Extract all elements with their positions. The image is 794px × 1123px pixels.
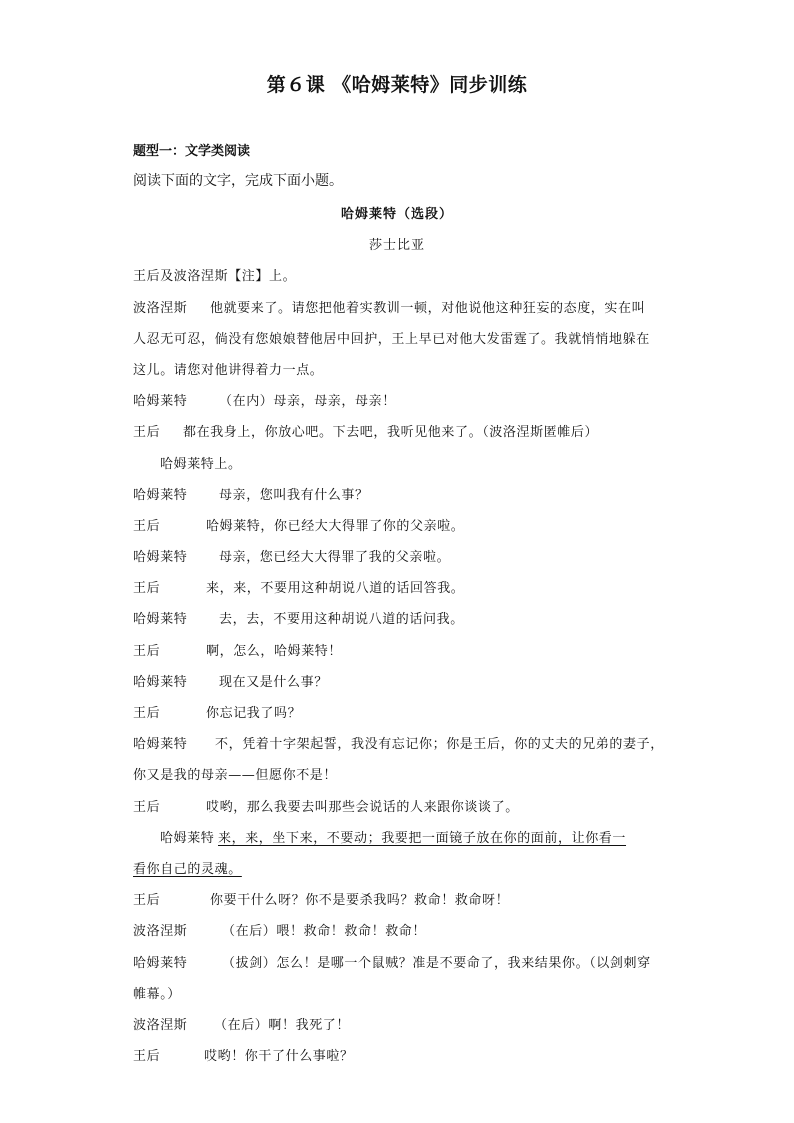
speaker-name: 王后 [133, 706, 161, 721]
dialogue-line [133, 764, 673, 783]
stage-direction [160, 453, 700, 472]
speech-text: 不，凭着十字架起誓，我没有忘记你；你是王后，你的丈夫的兄弟的妻子， [215, 737, 664, 752]
speaker-name: 王后 [133, 644, 161, 659]
dialogue-line [133, 889, 673, 908]
page-title: 第６课 《哈姆莱特》同步训练 [266, 74, 528, 96]
dialogue-line [133, 1045, 673, 1064]
dialogue-line [133, 858, 673, 877]
speaker-name: 波洛涅斯 [133, 1018, 188, 1033]
speech-text: 都在我身上，你放心吧。下去吧，我听见他来了。（波洛涅斯匿帷后） [183, 425, 599, 440]
speaker-name: 王后 [133, 425, 161, 440]
speaker-name: 波洛涅斯 [133, 924, 188, 939]
dialogue-line [133, 920, 673, 939]
dialogue-line [133, 328, 673, 347]
dialogue-line [133, 297, 673, 316]
speaker-name: 哈姆莱特 [133, 675, 188, 690]
instruction-text: 阅读下面的文字，完成下面小题。 [133, 173, 343, 189]
speech-text: （在后）喂！救命！救命！救命！ [222, 924, 427, 939]
speech-text: 这儿。请您对他讲得着力一点。 [133, 363, 324, 378]
speech-text: 哈姆莱特，你已经大大得罪了你的父亲啦。 [206, 519, 465, 534]
underlined-speech-text: 来，来，坐下来，不要动；我要把一面镜子放在你的面前，让你看一 [218, 831, 627, 846]
speech-text: 帷幕。） [133, 987, 181, 1002]
dialogue-line [133, 702, 673, 721]
underlined-speech-text: 看你自己的灵魂。 [133, 862, 242, 877]
dialogue-line [133, 952, 673, 971]
speaker-name: 哈姆莱特 [160, 831, 215, 846]
speech-text: 你又是我的母亲——但愿你不是！ [133, 768, 338, 783]
speech-text: 母亲，您叫我有什么事？ [219, 488, 369, 503]
dialogue-line [133, 796, 673, 815]
section-heading: 题型一：文学类阅读 [133, 144, 251, 159]
stage-direction: 王后及波洛涅斯【注】上。 [133, 269, 297, 284]
speech-text: 人忍无可忍，倘没有您娘娘替他居中回护，王上早已对他大发雷霆了。我就悄悄地躲在 [133, 332, 650, 347]
dialogue-line [160, 827, 675, 846]
dialogue-line [133, 577, 673, 596]
dialogue-line [133, 671, 673, 690]
speaker-name: 王后 [133, 800, 161, 815]
dialogue-line [133, 983, 673, 1002]
dialogue-line [133, 515, 673, 534]
speaker-name: 王后 [133, 893, 161, 908]
speech-text: 哎哟！你干了什么事啦？ [204, 1049, 354, 1064]
speech-text: 啊，怎么，哈姆莱特！ [206, 644, 343, 659]
dialogue-line [133, 421, 673, 440]
speech-text: 你要干什么呀？你不是要杀我吗？救命！救命呀！ [210, 893, 510, 908]
speaker-name: 哈姆莱特 [133, 612, 188, 627]
dialogue-line [133, 546, 673, 565]
speaker-name: 哈姆莱特 [133, 550, 188, 565]
speaker-name: 波洛涅斯 [133, 301, 188, 316]
dialogue-line [133, 390, 673, 409]
speech-text: 去，去，不要用这种胡说八道的话问我。 [219, 612, 464, 627]
speech-text: （在内）母亲，母亲，母亲！ [219, 394, 396, 409]
speaker-name: 哈姆莱特 [133, 394, 188, 409]
speech-text: 哈姆莱特上。 [160, 457, 242, 472]
dialogue-line [133, 359, 673, 378]
dialogue-line [133, 484, 673, 503]
speech-text: 来，来，不要用这种胡说八道的话回答我。 [206, 581, 465, 596]
dialogue-line [133, 1014, 673, 1033]
speech-text: （在后）啊！我死了！ [214, 1018, 351, 1033]
speaker-name: 哈姆莱特 [133, 737, 188, 752]
speech-text: 母亲，您已经大大得罪了我的父亲啦。 [219, 550, 451, 565]
speaker-name: 王后 [133, 581, 161, 596]
play-title: 哈姆莱特（选段） [340, 207, 453, 222]
speech-text: （拔剑）怎么！是哪一个鼠贼？准是不要命了，我来结果你。（以剑刺穿 [222, 956, 651, 971]
speaker-name: 哈姆莱特 [133, 956, 188, 971]
speaker-name: 哈姆莱特 [133, 488, 188, 503]
speaker-name: 王后 [133, 1049, 161, 1064]
author-name: 莎士比亚 [368, 238, 425, 253]
dialogue-line [133, 608, 673, 627]
dialogue-line [133, 733, 673, 752]
speech-text: 哎哟，那么我要去叫那些会说话的人来跟你谈谈了。 [206, 800, 519, 815]
speaker-name: 王后 [133, 519, 161, 534]
speech-text: 你忘记我了吗？ [206, 706, 302, 721]
speech-text: 他就要来了。请您把他着实教训一顿，对他说他这种狂妄的态度，实在叫 [210, 301, 646, 316]
speech-text: 现在又是什么事？ [219, 675, 328, 690]
dialogue-line [133, 640, 673, 659]
